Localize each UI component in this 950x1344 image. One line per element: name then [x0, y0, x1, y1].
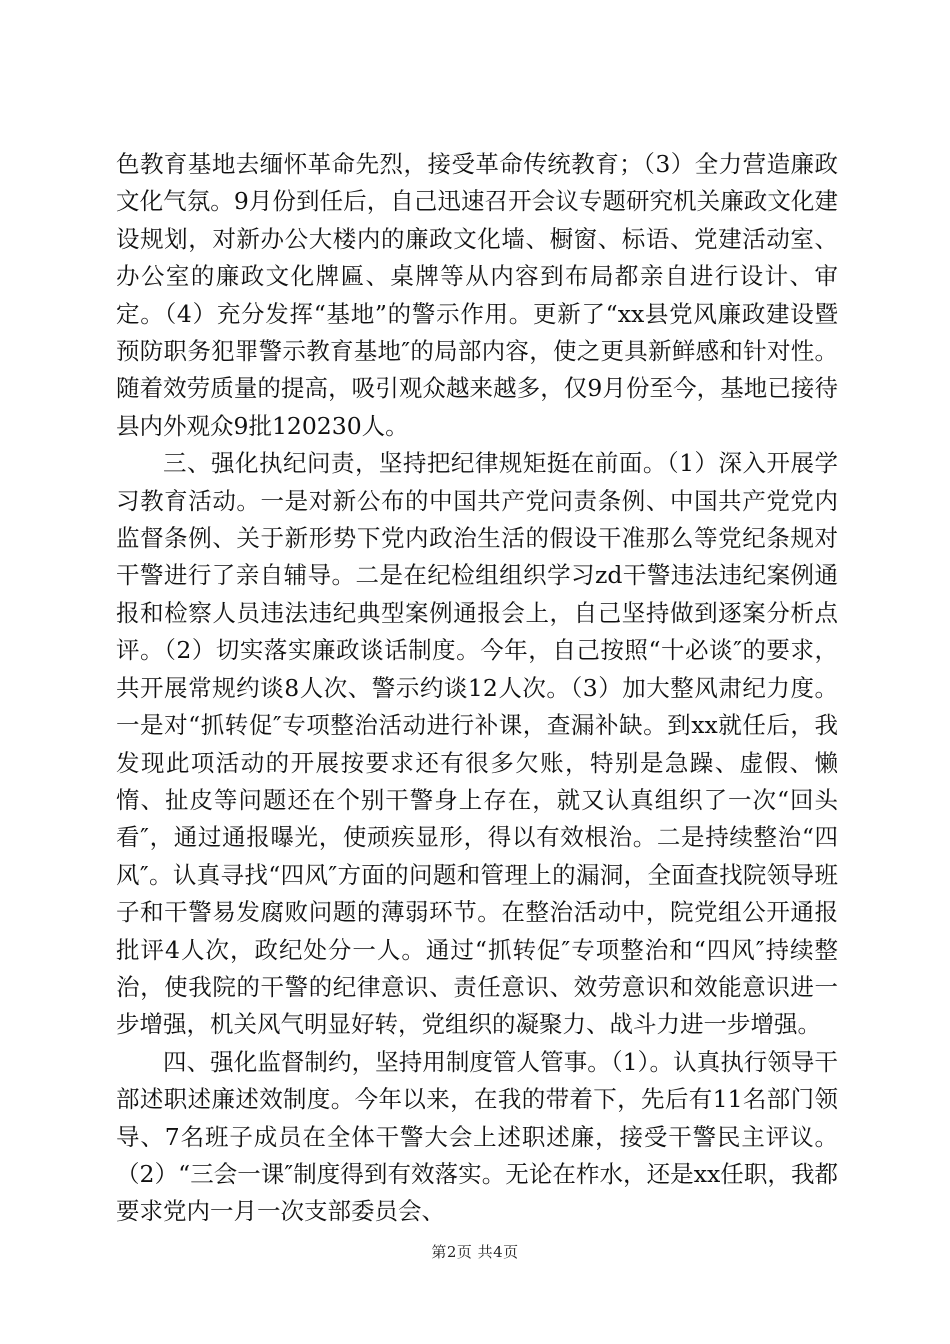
document-body	[116, 146, 838, 1231]
paragraph-continuation: 色教育基地去缅怀革命先烈，接受革命传统教育；（3）全力营造廉政文化气氛。9月份到任后，自己迅速召开会议专题研究机关廉政文化建设规划，对新办公大楼内的廉政文化墙、橱窗、标语、党建活动室、办公室的廉政文化牌匾、桌牌等从内容到布局都亲自进行设计、审定。（4）充分发挥“基地”的警示作用。更新了“xx县党风廉政建设暨预防职务犯罪警示教育基地″的局部内容，使之更具新鲜感和针对性。随着效劳质量的提高，吸引观众越来越多，仅9月份至今，基地已接待县内外观众9批120230人。	[116, 150, 838, 440]
page-number-footer: 第2页 共4页	[431, 1243, 519, 1261]
paragraph-section-three: 三、强化执纪问责，坚持把纪律规矩挺在前面。（1）深入开展学习教育活动。一是对新公布的中国共产党问责条例、中国共产党党内监督条例、关于新形势下党内政治生活的假设干准那么等党纪条规对干警进行了亲自辅导。二是在纪检组组织学习zd干警违法违纪案例通报和检察人员违法违纪典型案例通报会上，自己坚持做到逐案分析点评。（2）切实落实廉政谈话制度。今年，自己按照“十必谈″的要求，共开展常规约谈8人次、警示约谈12人次。（3）加大整风肃纪力度。一是对“抓转促″专项整治活动进行补课，查漏补缺。到xx就任后，我发现此项活动的开展按要求还有很多欠账，特别是急躁、虚假、懒惰、扯皮等问题还在个别干警身上存在，就又认真组织了一次“回头看″，通过通报曝光，使顽疾显形，得以有效根治。二是持续整治“四风″。认真寻找“四风″方面的问题和管理上的漏洞，全面查找院领导班子和干警易发腐败问题的薄弱环节。在整治活动中，院党组公开通报批评4人次，政纪处分一人。通过“抓转促″专项整治和“四风″持续整治，使我院的干警的纪律意识、责任意识、效劳意识和效能意识进一步增强，机关风气明显好转，党组织的凝聚力、战斗力进一步增强。	[116, 449, 838, 1039]
paragraph-section-four: 四、强化监督制约，坚持用制度管人管事。（1）。认真执行领导干部述职述廉述效制度。今年以来，在我的带着下，先后有11名部门领导、7名班子成员在全体干警大会上述职述廉，接受干警民主评议。（2）“三会一课″制度得到有效落实。无论在柞水，还是xx任职，我都要求党内一月一次支部委员会、	[116, 1047, 838, 1226]
